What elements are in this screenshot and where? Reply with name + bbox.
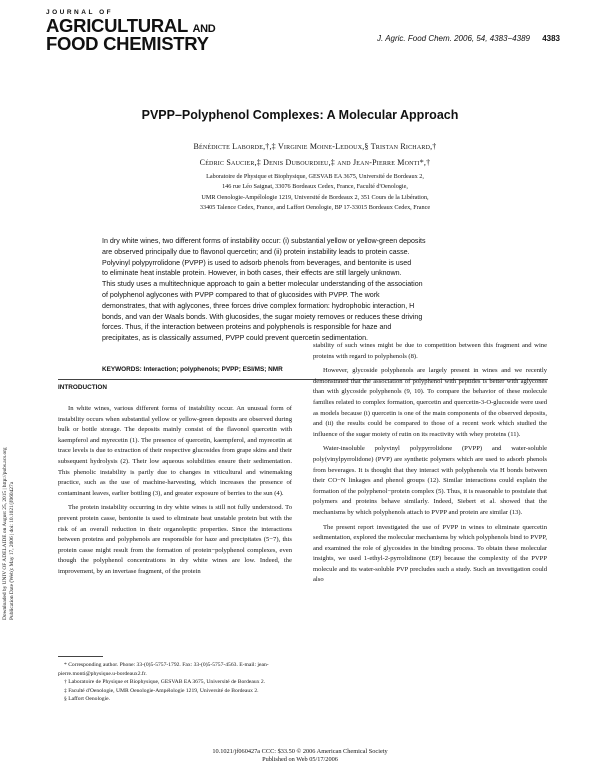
paragraph: However, glycoside polyphenols are largely present in wines and we recently demonstrated that the association of polyphenol with peptides is better with aglycones than with glycoside polyphenols (9, 10). To compare the behavior of these molecule families related to complex formation, quercetin and quercetin-3-O-glucoside were used as models because (i) quercetin is one of the main components of the observed deposits, and (ii) the results could be compared to those of a recent work which studied the influence of the sugar moiety of rutin on its reactivity with whey proteins (11). [313, 367, 547, 438]
footnote: § Laffort Oenologie. [64, 696, 111, 702]
abstract-line: are observed principally due to flavonol quercetin; and (ii) protein instability leads to protein casse. [102, 247, 410, 256]
logo-and: AND [192, 22, 216, 35]
publication-line: Published on Web 05/17/2006 [262, 756, 338, 763]
footnote: ‡ Faculté d'Oenologie, UMR Oenologie-Ampélologie 1219, Université de Bordeaux 2. [64, 687, 259, 694]
abstract-line: precipitates, as is classically assumed, PVPP could prevent quercetin sedimentation. [102, 334, 369, 343]
journal-citation [377, 34, 560, 43]
abstract [102, 236, 476, 344]
footnote-divider [58, 656, 103, 657]
abstract-line: demonstrates, that with aglycones, three forces drive complex formation: hydrophobic interaction, H [102, 301, 415, 310]
abstract-line: Polyvinyl polypyrrolidone (PVPP) is used to adsorb phenols from beverages, and bentonite is used [102, 258, 412, 267]
doi-line: 10.1021/jf060427a CCC: $33.50 © 2006 American Chemical Society [212, 748, 388, 755]
affiliation-line: 146 rue Léo Saignat, 33076 Bordeaux Cedex, France, Faculté d'Oenologie, [222, 183, 408, 191]
abstract-line: of polyphenol aglycones with PVPP compared to that of glucosides with PVPP. The work [102, 290, 380, 299]
paragraph: The present report investigated the use of PVPP in wines to eliminate quercetin sedimentation, explored the molecular mechanisms by which polyphenols bind to PVPP, and examined the role of glycosides in the binding process. To obtain these molecular insights, we used 1-ethyl-2-pyrrolidinone (EP) because the complexity of the PVPP molecule and its water-soluble PVP precludes such a study. Such an investigation could also [313, 523, 547, 584]
paragraph: In white wines, various different forms of instability occur. An unusual form of instability occurs when substantial yellow or yellow-green deposits are observed during bulk or bottle storage. The deposits mainly consist of the flavonol quercetin with kaempferol and myrecetin (1). The presence of quercetin, kaempferol, and myrecetin at trace levels is due to extraction of their respective glucosides from grape skins and their subsequent hydrolysis (2). Their low aqueous solubilities ensure their sedimentation. This phenolic instability is partly due to changes in viticultural and winemaking practice, such as the use of machine-harvesting, which increases the presence of contaminant leaves, earlier bottling (3), and greater exposure of berries to the sun (4). [58, 405, 292, 497]
keywords: KEYWORDS: Interaction; polyphenols; PVPP; ESI/MS; NMR [102, 366, 283, 373]
affiliations [95, 172, 535, 214]
author-list [80, 139, 550, 171]
footnotes [58, 661, 292, 704]
body-column-right [313, 341, 547, 586]
download-stamp-line-2: Publication Date (Web): May 17, 2006 | doi: 10.1021/jf060427a [8, 481, 15, 620]
abstract-line: This study uses a multitechnique approach to gain a better molecular understanding of the association [102, 280, 423, 289]
authors-line-1: Bénédicte Laborde,†,‡ Virginie Moine-Ledoux,§ Tristan Richard,† [193, 142, 437, 151]
article-title: PVPP–Polyphenol Complexes: A Molecular Approach [141, 108, 459, 122]
authors-line-2: Cédric Saucier,‡ Denis Dubourdieu,‡ and Jean-Pierre Monti*,† [199, 158, 431, 167]
affiliation-line: Laboratoire de Physique et Biophysique, GESVAB EA 3675, Université de Bordeaux 2, [206, 173, 424, 180]
logo-line-3: FOOD CHEMISTRY [46, 33, 209, 54]
abstract-line: In dry white wines, two different forms of instability occur: (i) substantial yellow or yellow-green deposits [102, 237, 426, 245]
section-heading-introduction: INTRODUCTION [58, 384, 107, 391]
citation-text: J. Agric. Food Chem. 2006, 54, 4383−4389 [377, 34, 530, 43]
paragraph: stability of such wines might be due to competition between this fragment and wine proteins with regard to polyphenols (8). [313, 342, 547, 360]
download-stamp [2, 447, 15, 620]
journal-logo [46, 10, 226, 54]
affiliation-line: 33405 Talence Cedex, France, and Laffort Oenologie, BP 17-33015 Bordeaux Cedex, France [199, 204, 431, 212]
paragraph: Water-insoluble polyvinyl polypyrrolidone (PVPP) and water-soluble poly(vinylpyrrolidone) (PVP) are synthetic polymers which are used to adsorb phenols from beverages. It is thought that they interact with polyphenols via H bonds between their CO−N linkages and phenol groups (12). Similar interactions could explain the formation of the polyphenol−protein complex (5). Thus, it is reasonable to postulate that polymers and proteins behave similarly. Indeed, Siebert et al. showed that the mechanisms by which polyphenols attach to PVPP and protein are similar (13). [313, 445, 547, 516]
abstract-line: bonds, and van der Waals bonds. With glucosides, the sugar moiety removes or reduces these driving [102, 312, 423, 321]
page-number: 4383 [542, 34, 560, 43]
footnote: * Corresponding author. Phone: 33-(0)5-5757-1792. Fax: 33-(0)5-5757-4563. E-mail: jean-pierre.monti@physique.u-bordeaux2.fr. [58, 662, 269, 677]
footnote: † Laboratoire de Physique et Biophysique, GESVAB EA 3675, Université de Bordeaux 2. [64, 679, 266, 685]
abstract-line: forces. Thus, if the interaction between proteins and polyphenols is responsible for haze and [102, 323, 392, 332]
logo-agricultural: AGRICULTURAL [46, 14, 188, 36]
affiliation-line: UMR Oenologie-Ampélologie 1219, Université de Bordeaux 2, 351 Cours de la Libération, [201, 193, 429, 201]
body-column-left [58, 404, 292, 578]
paragraph: The protein instability occurring in dry white wines is still not fully understood. To prevent protein casse, bentonite is used to eliminate heat unstable protein but with the risk of an overall reduction in their organoleptic properties. Since the interactions between proteins and polyphenols are responsible for haze and precipitates (5−7), this protein casse might result from the formation of protein−polyphenol complexes, even though the polyphenol concentrations in dry white wines are low. Indeed, the improvement, by an invertase fragment, of the protein [58, 504, 292, 575]
logo-line-1: JOURNAL OF [46, 9, 114, 16]
download-stamp-line-1: Downloaded by UNIV OF ADELAIDE on August 25, 2015 | http://pubs.acs.org [2, 447, 8, 620]
abstract-line: to eliminate heat instable protein. However, in both cases, their effects are still largely unknown. [102, 269, 402, 278]
page-footer [0, 748, 600, 764]
